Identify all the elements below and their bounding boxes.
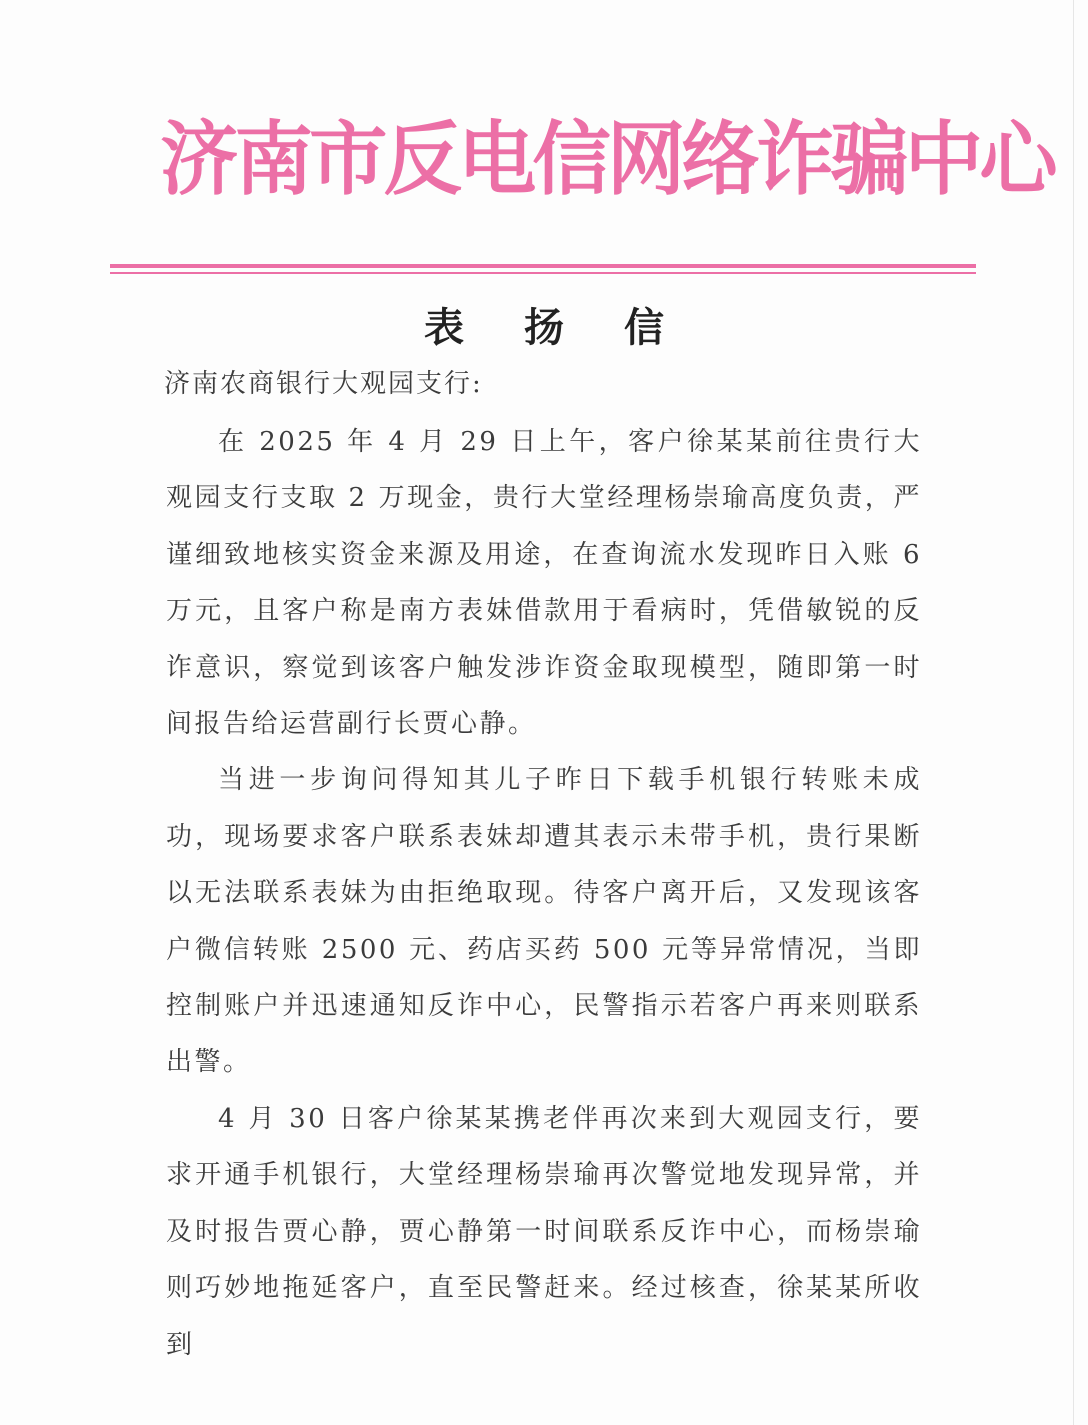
document-title: 表扬信 — [424, 304, 724, 351]
letterhead-org-name: 济南市反电信网络诈骗中心 — [160, 112, 1054, 206]
letter-body — [166, 414, 922, 1373]
salutation: 济南农商银行大观园支行: — [164, 369, 483, 399]
body-paragraph-3: 4 月 30 日客户徐某某携老伴再次来到大观园支行，要求开通手机银行，大堂经理杨崇瑜再次警觉地发现异常，并及时报告贾心静，贾心静第一时间联系反诈中心，而杨崇瑜则巧妙地拖延客户，直至民警赶来。经过核查，徐某某所收到 — [166, 1103, 922, 1360]
body-paragraph-2: 当进一步询问得知其儿子昨日下载手机银行转账未成功，现场要求客户联系表妹却遭其表示未带手机，贵行果断以无法联系表妹为由拒绝取现。待客户离开后，又发现该客户微信转账 2500 元、药店买药 500 元等异常情况，当即控制账户并迅速通知反诈中心，民警指示若客户再来则联系出警。 — [166, 765, 922, 1078]
letterhead-rule-thick — [110, 264, 976, 268]
letterhead-rule-thin — [110, 272, 976, 274]
page-edge-line — [1073, 0, 1074, 1425]
body-paragraph-1: 在 2025 年 4 月 29 日上午，客户徐某某前往贵行大观园支行支取 2 万现金，贵行大堂经理杨崇瑜高度负责，严谨细致地核实资金来源及用途，在查询流水发现昨日入账 6 万元，且客户称是南方表妹借款用于看病时，凭借敏锐的反诈意识，察觉到该客户触发涉诈资金取现模型，随即第一时间报告给运营副行长贾心静。 — [166, 427, 922, 740]
